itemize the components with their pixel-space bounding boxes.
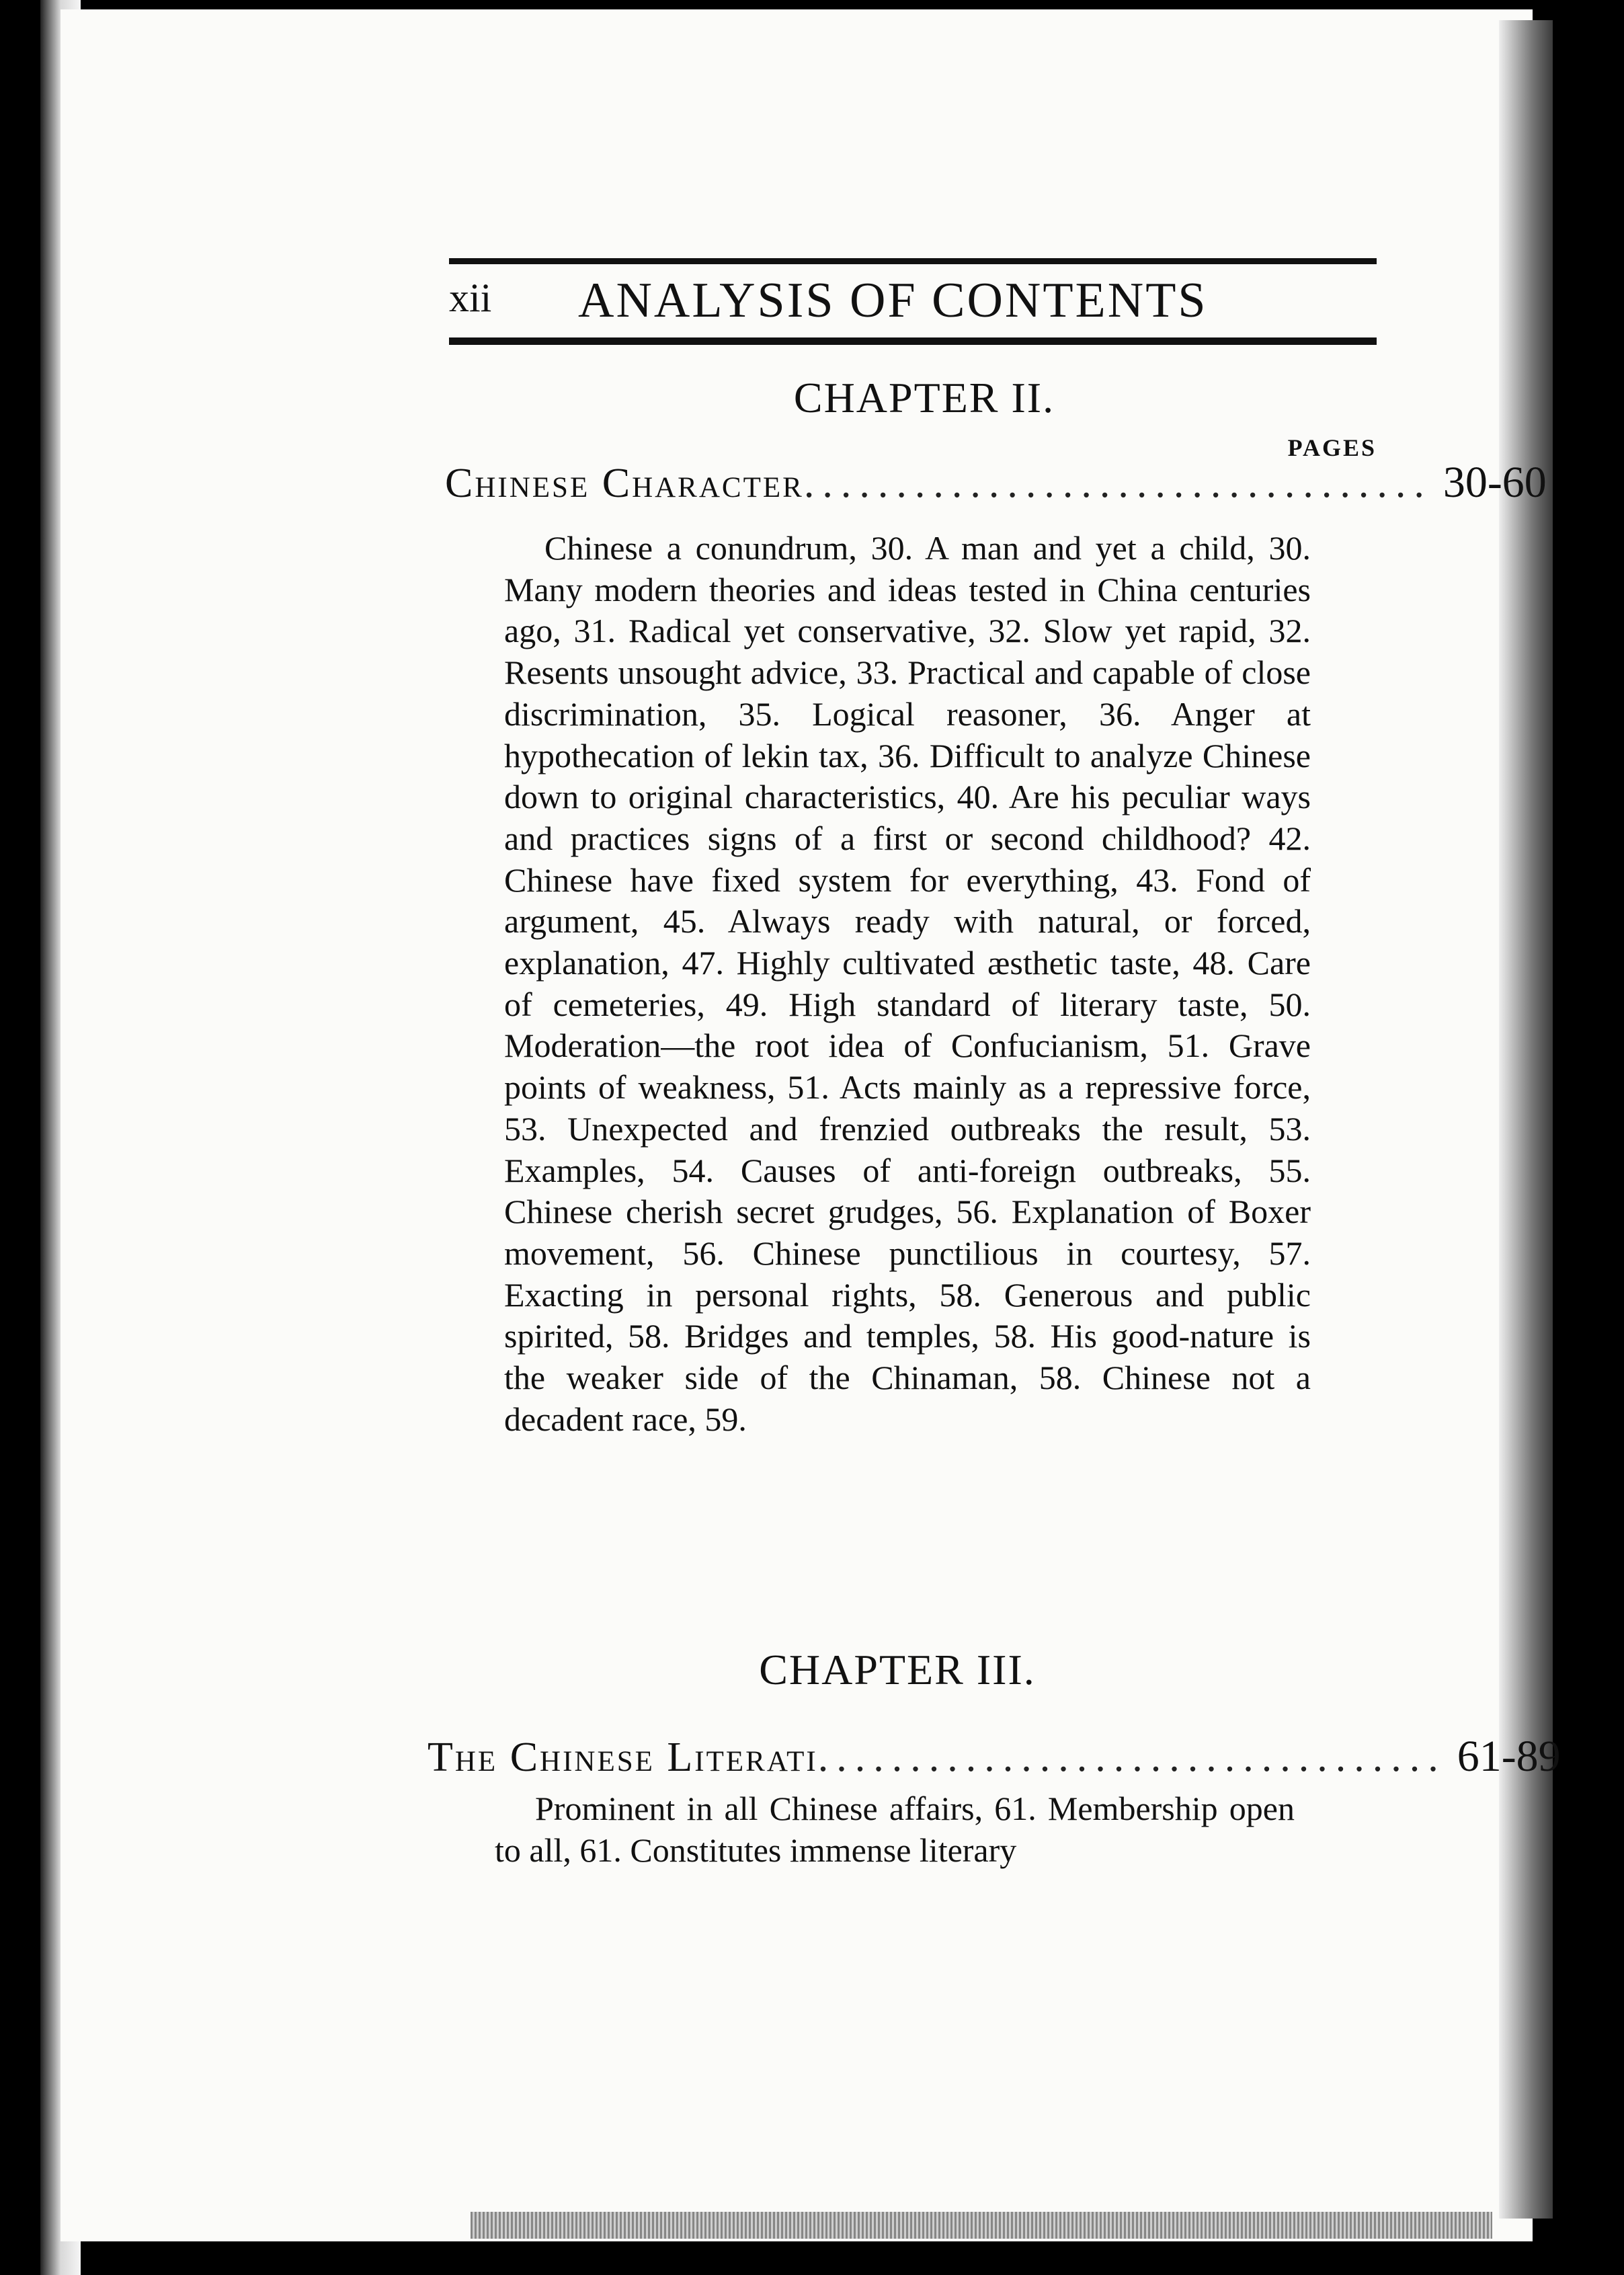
page-edge-shadow bbox=[1499, 20, 1553, 2219]
running-title: ANALYSIS OF CONTENTS bbox=[578, 273, 1208, 328]
summary-text: Chinese a conundrum, 30. A man and yet a child, 30. Many modern theories and ideas tested in China centuries ago, 31. Radical yet conservative, 32. Slow yet rapid, 32. Resents unsought advice, 33. Practical and capable of close discrimination, 35. Logical reasoner, 36. Anger at hypothecation of lekin tax, 36. Difficult to analyze Chinese down to original characteristics, 40. Are his peculiar ways and practices signs of a first or second childhood? 42. Chinese have fixed system for everything, 43. Fond of argument, 45. Always ready with natural, or forced, explanation, 47. Highly cultivated æsthetic taste, 48. Care of cemeteries, 49. High standard of literary taste, 50. Moderation—the root idea of Confucianism, 51. Grave points of weakness, 51. Acts mainly as a repressive force, 53. Unexpected and frenzied outbreaks the result, 53. Examples, 54. Causes of anti-foreign outbreaks, 55. Chinese cherish secret grudges, 56. Explanation of Boxer movement, 56. Chinese punctilious in courtesy, 57. Exacting in personal rights, 58. Generous and public spirited, 58. Bridges and temples, 58. His good-nature is the weaker side of the Chinaman, 58. Chinese not a decadent race, 59. bbox=[504, 529, 1311, 1438]
chapter-summary bbox=[495, 1788, 1295, 1871]
toc-entry bbox=[428, 1731, 1561, 1782]
chapter-summary bbox=[504, 528, 1311, 1440]
page-number: xii bbox=[449, 276, 492, 320]
toc-entry-title: Chinese Character bbox=[445, 461, 804, 506]
page-bottom-edge bbox=[471, 2212, 1492, 2239]
dot-leader: .................................. bbox=[803, 461, 1432, 506]
toc-entry-title: The Chinese Literati bbox=[428, 1734, 818, 1780]
summary-text: Prominent in all Chinese affairs, 61. Membership open to all, 61. Constitutes immense literary bbox=[495, 1790, 1295, 1869]
pages-column-label: PAGES bbox=[1287, 434, 1377, 461]
page-range: 61-89 bbox=[1457, 1732, 1561, 1781]
header-top-rule bbox=[449, 258, 1377, 264]
dot-leader: .................................. bbox=[817, 1734, 1447, 1780]
running-head bbox=[449, 266, 1377, 340]
chapter-heading: CHAPTER II. bbox=[793, 374, 1055, 422]
chapter-heading: CHAPTER III. bbox=[759, 1646, 1036, 1693]
page-range: 30-60 bbox=[1443, 458, 1547, 507]
toc-entry bbox=[445, 457, 1547, 508]
